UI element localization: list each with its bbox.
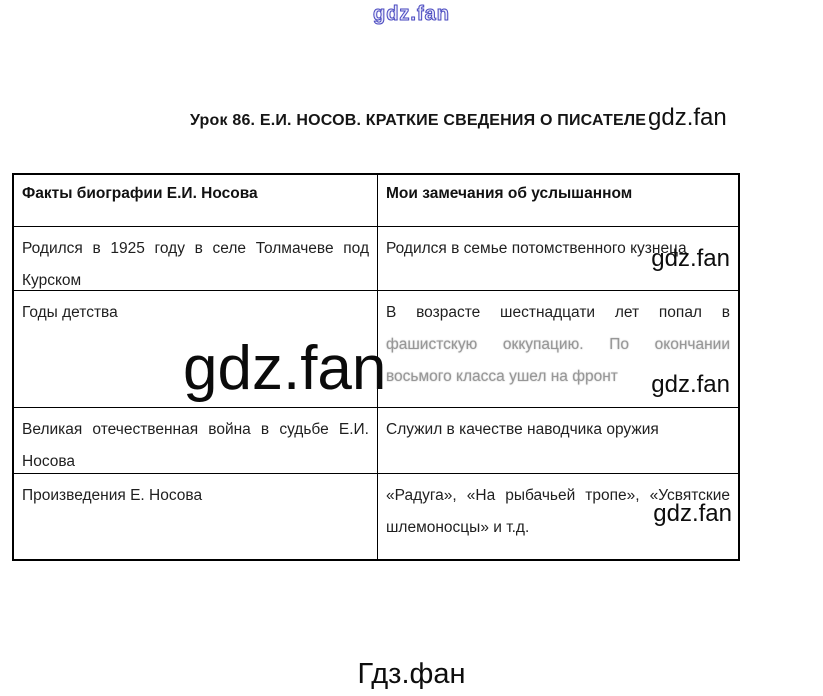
page-title: Урок 86. Е.И. НОСОВ. КРАТКИЕ СВЕДЕНИЯ О ПИСАТЕЛЕ [190, 112, 647, 129]
cell-text-line: шлемоносцы» и т.д. [386, 519, 530, 536]
cell-watermark: gdz.fan [653, 500, 732, 527]
table-cell-row3-right [378, 408, 738, 474]
column-header-facts: Факты биографии Е.И. Носова [14, 175, 378, 227]
footer-watermark: Гдз.фан [357, 658, 466, 690]
table-cell-row3-left [14, 408, 378, 474]
cell-text-line: восьмого класса ушел на фронт [386, 368, 618, 385]
cell-watermark: gdz.fan [651, 245, 730, 272]
table-cell-row4-left [14, 474, 378, 559]
title-watermark: gdz.fan [648, 104, 727, 131]
table-cell-row2-right [378, 291, 738, 408]
table-cell-row1-right [378, 227, 738, 291]
cell-text-line: Произведения Е. Носова [22, 487, 203, 504]
big-watermark: gdz.fan [183, 334, 387, 403]
column-header-notes: Мои замечания об услышанном [378, 175, 738, 227]
cell-watermark: gdz.fan [651, 371, 730, 398]
cell-text-line: Годы детства [22, 304, 118, 321]
cell-text-line: Родился в 1925 году в селе Толмачеве под [22, 240, 369, 257]
table-cell-row1-left [14, 227, 378, 291]
top-watermark: gdz.fan [373, 3, 450, 25]
cell-text-line: Курском [22, 272, 82, 289]
cell-text-line: Родился в семье потомственного кузнеца [386, 240, 687, 257]
cell-text-line: Великая отечественная война в судьбе Е.И. [22, 421, 369, 438]
cell-text-line: Носова [22, 453, 76, 470]
cell-text-line: фашистскую оккупацию. По окончании [386, 336, 730, 353]
cell-text-line: Служил в качестве наводчика оружия [386, 421, 659, 438]
cell-text-line: В возрасте шестнадцати лет попал в [386, 304, 730, 321]
table-cell-row4-right [378, 474, 738, 559]
cell-text-line: «Радуга», «На рыбачьей тропе», «Усвятские [386, 487, 730, 504]
